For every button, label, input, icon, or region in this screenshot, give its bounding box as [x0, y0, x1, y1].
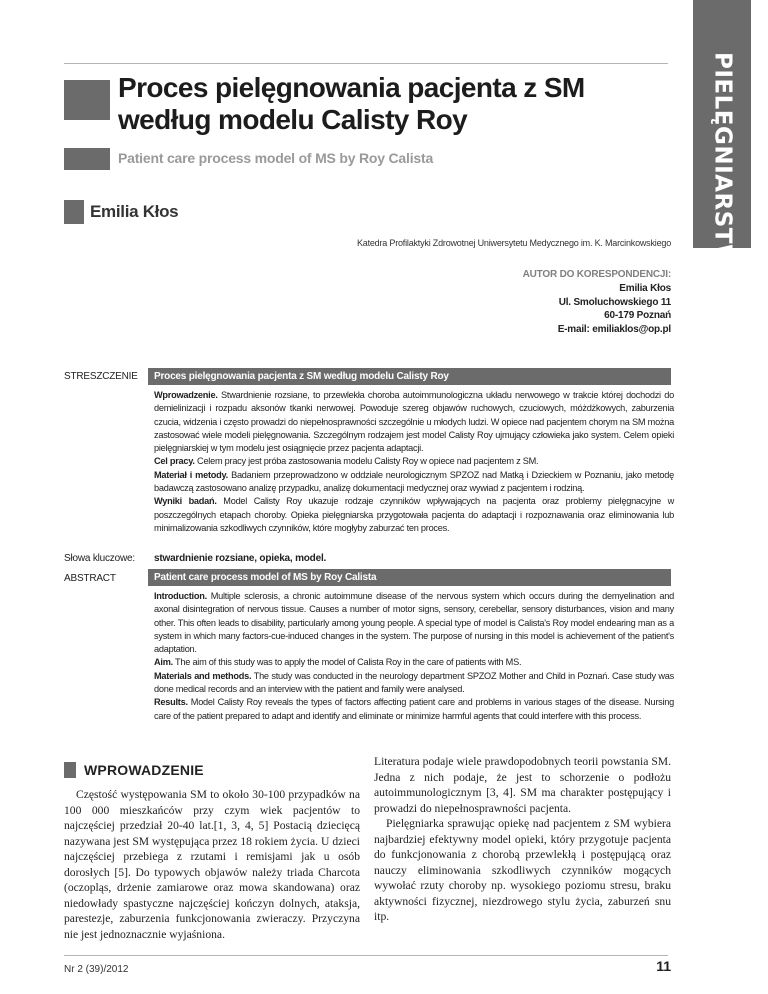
- streszczenie-label: STRESZCZENIE: [64, 371, 138, 382]
- abstract-methods-text: The study was conducted in the neurology department SPZOZ Mother and Child in Poznań. Case study was done medical records and an interview with the patient and family were analysed.: [154, 670, 674, 695]
- intro-right-paragraph-1: Literatura podaje wiele prawdopodobnych teorii powstania SM. Jedna z nich podaje, że jest to schorzenie o podłożu autoimmunologicznym [3, 4]. SM ma charakter postępujący i prowadzi do niepełnosprawności pacjenta.: [374, 755, 671, 815]
- title-line-2: według modelu Calisty Roy: [118, 104, 468, 135]
- page-number: 11: [656, 958, 671, 974]
- bottom-rule: [64, 955, 668, 956]
- intro-right-column: [374, 754, 671, 925]
- abstract-aim-head: Aim.: [154, 657, 173, 668]
- keywords-text: stwardnienie rozsiane, opieka, model.: [154, 553, 327, 564]
- streszczenie-methods-head: Materiał i metody.: [154, 469, 228, 480]
- keywords-label: Słowa kluczowe:: [64, 553, 135, 564]
- section-heading-wprowadzenie: WPROWADZENIE: [84, 762, 204, 778]
- author-marker-square: [64, 200, 84, 224]
- streszczenie-body: [154, 389, 674, 535]
- top-rule: [64, 63, 668, 64]
- section-marker-square: [64, 762, 76, 778]
- author-name: Emilia Kłos: [90, 202, 179, 221]
- article-subtitle: Patient care process model of MS by Roy Calista: [118, 150, 434, 166]
- subtitle-marker-square: [64, 148, 110, 170]
- streszczenie-aim-head: Cel pracy.: [154, 456, 195, 467]
- issue-number: Nr 2 (39)/2012: [64, 964, 129, 975]
- correspondence-city: 60-179 Poznań: [604, 310, 671, 322]
- abstract-label: ABSTRACT: [64, 573, 116, 584]
- title-line-1: Proces pielęgnowania pacjenta z SM: [118, 72, 585, 103]
- correspondence-block: [420, 268, 671, 337]
- abstract-aim-text: The aim of this study was to apply the model of Calista Roy in the care of patients with MS.: [172, 657, 522, 668]
- streszczenie-intro-text: Stwardnienie rozsiane, to przewlekła choroba autoimmunologiczna układu nerwowego w trakcie której dochodzi do demielinizacji i rozpadu aksonów tkanki nerwowej. Powoduje szereg objawów ruchowych, czuciowych, móżdżkowych, zaburzenia czucia, widzenia i często prowadzi do niepełnosprawności szczególnie u młodych ludzi. W opiece nad pacjentem chorym na SM można zastosować wiele modeli pielęgnowania. Szczególnym rodzajem jest model Calisty Roy ujmujący człowieka jako system. Celem opieki pielęgniarskiej w tym modelu jest osiągnięcie przez pacjenta adaptacji.: [154, 390, 674, 454]
- streszczenie-intro-head: Wprowadzenie.: [154, 390, 218, 400]
- streszczenie-methods-text: Badaniem przeprowadzono w oddziale neurologicznym SPZOZ nad Matką i Dzieckiem w Poznaniu, jako metodę badawczą zastosowano analizę przypadku, analizę dokumentacji medycznej oraz wywiad z pacjentem i rodziną.: [154, 469, 674, 494]
- journal-title-text: PIELĘGNIARSTWO XXI WIEKU: [709, 52, 736, 441]
- abstract-body: [154, 590, 674, 723]
- abstract-results-head: Results.: [154, 697, 188, 708]
- streszczenie-bar: Proces pielęgnowania pacjenta z SM według modelu Calisty Roy: [148, 368, 671, 385]
- abstract-bar: Patient care process model of MS by Roy Calista: [148, 569, 671, 586]
- streszczenie-aim-text: Celem pracy jest próba zastosowania modelu Calisty Roy w opiece nad pacjentem z SM.: [194, 456, 539, 467]
- abstract-intro-text: Multiple sclerosis, a chronic autoimmune disease of the nervous system which occurs during the demyelination and axonal disintegration of nervous tissue. Causes a number of motor signs, sensory, cerebellar, sensory disturbances, vision and many other. This often leads to disability, particularly among young people. A special type of model is Calista's Roy model endearing man as a system in which many factors-cue-induced changes in the system. The purpose of nursing in this model is achievement of the patient's adaptation.: [154, 591, 674, 655]
- correspondence-heading: AUTOR DO KORESPONDENCJI:: [522, 269, 671, 280]
- correspondence-name: Emilia Kłos: [619, 282, 671, 294]
- correspondence-street: Ul. Smoluchowskiego 11: [558, 296, 671, 308]
- abstract-intro-head: Introduction.: [154, 591, 207, 601]
- abstract-results-text: Model Calisty Roy reveals the types of factors affecting patient care and problems in various stages of the disease. Nursing care of the patient prepared to adapt and identify and eliminate or minimize harmful agents that could interfere with this process.: [154, 697, 674, 721]
- article-title: [118, 72, 678, 136]
- streszczenie-results-head: Wyniki badań.: [154, 496, 217, 507]
- abstract-methods-head: Materials and methods.: [154, 670, 252, 681]
- title-marker-square: [64, 80, 110, 120]
- intro-left-paragraph: Częstość występowania SM to około 30-100 przypadków na 100 000 mieszkańców przy czym wiek pacjentów to najczęściej przedział 20-40 lat.[1, 3, 4, 5] Postacią dziecięcą nazywana jest SM występująca przez 18 rokiem życia. U dzieci najczęściej przebiega z rzutami i remisjami jak u osób dorosłych [5]. Do typowych objawów należy triada Charcota (oczopląs, drżenie zamiarowe oraz mowa skandowana) oraz niedowłady spastyczne najczęściej kończyn dolnych, ataksja, parestezje, zaburzenia funkcjonowania zwieraczy. Przyczyna nie jest jednoznacznie wyjaśniona.: [64, 788, 360, 941]
- correspondence-email[interactable]: E-mail: emiliaklos@op.pl: [557, 324, 671, 336]
- affiliation: Katedra Profilaktyki Zdrowotnej Uniwersytetu Medycznego im. K. Marcinkowskiego: [356, 238, 671, 248]
- streszczenie-results-text: Model Calisty Roy ukazuje rodzaje czynników wpływających na pacjenta oraz problemy pielęgnacyjne w poszczególnych etapach choroby. Opieka pielęgniarska przygotowała pacjenta do adaptacji i rozpoznawania oraz eliminowania lub minimalizowania szkodliwych czynników, które mogłyby zaburzać ten proces.: [154, 496, 674, 533]
- intro-right-paragraph-2: Pielęgniarka sprawując opiekę nad pacjentem z SM wybiera najbardziej efektywny model opieki, który przygotuje pacjenta do funkcjonowania z chorobą przewlekłą i postępującą oraz nauczy eliminowania szkodliwych czynników mogących wywołać rzuty choroby np. wysokiego poziomu stresu, braku aktywności fizycznej, niezdrowego stylu życia, zaburzeń snu itp.: [374, 817, 671, 923]
- intro-left-column: [64, 787, 360, 942]
